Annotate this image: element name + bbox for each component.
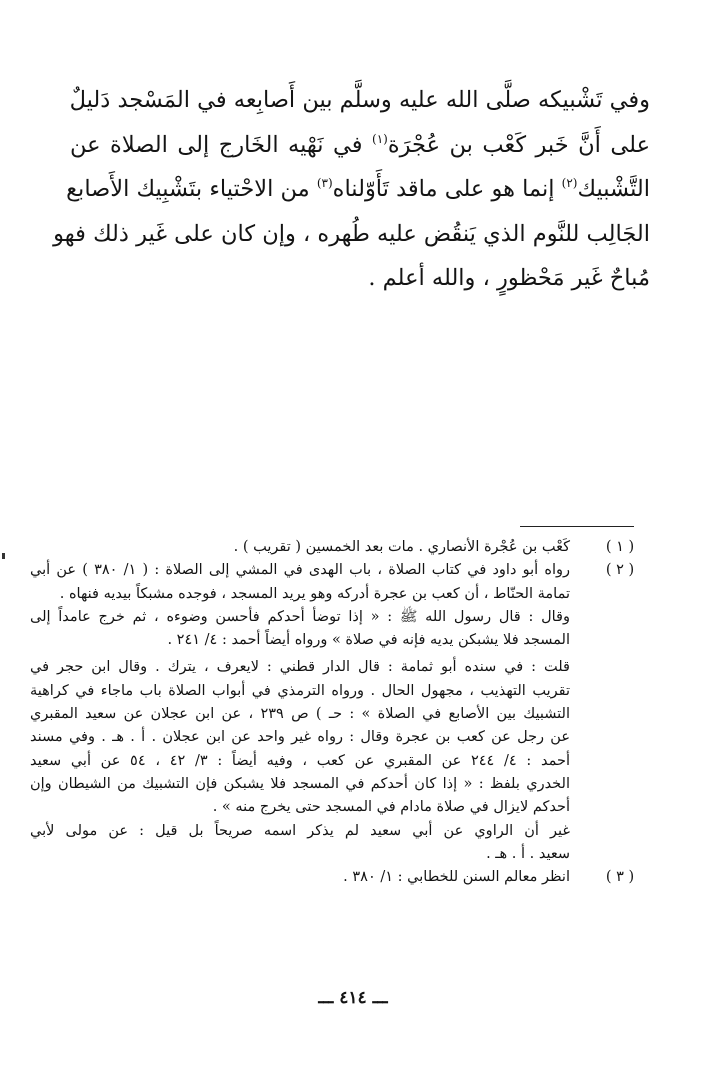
footnote-body [30, 536, 570, 559]
footnote-ref[interactable]: (٣) [316, 176, 333, 190]
footnote-line: أحمد : ٤/ ٢٤٤ عن المقبري عن كعب ، وفيه أيضاً : ٣/ ٤٢ ، ٥٤ عن أبي سعيد [30, 752, 570, 769]
footnote-divider [520, 526, 634, 527]
footnote-line: كَعْب بن عُجْرة الأنصاري . مات بعد الخمسين ( تقريب ) . [233, 539, 570, 555]
footnote [30, 536, 640, 559]
footnote-number: ( ١ ) [605, 539, 635, 555]
footnote-ref[interactable]: (٢) [561, 176, 578, 190]
footnote-number: ( ٢ ) [605, 562, 635, 579]
main-line: على أَنَّ خَبر كَعْب بن عُجْرَة$^{(١)}$ في نَهْيه الخَارج إلى الصلاة عن [70, 131, 650, 158]
footnote-body [30, 559, 570, 866]
scan-edge-mark [2, 553, 5, 559]
footnote-line: قلت : في سنده أبو ثمامة : قال الدار قطني : لايعرف ، يترك . وقال ابن حجر في [30, 659, 570, 676]
footnote-line: سعيد . أ . هـ . [486, 845, 570, 862]
main-line: وفي تَشْبيكه صلَّى الله عليه وسلَّم بين أَصابِعه في المَسْجد دَليلٌ [69, 87, 650, 113]
footnote-line: انظر معالم السنن للخطابي : ١/ ٣٨٠ . [343, 869, 570, 886]
main-line: الجَالِب للنَّوم الذي يَنقُض عليه طُهره ، وإن كان على غَير ذلك فهو [53, 220, 650, 247]
main-line: التَّشْبيك$^{(٢)}$ إنما هو على ماقد تَأَوّلناه$^{(٣)}$ من الاحْتياء بتَشْبِيك الأَصابع [66, 176, 650, 202]
footnote-line: التشبيك بين الأصابع في الصلاة » : حـ ) ص ٢٣٩ ، عن ابن عجلان عن سعيد المقبري [30, 706, 570, 723]
footnote-line: المسجد فلا يشبكن يديه فإنه في صلاة » ورواه أيضاً أحمد : ٤/ ٢٤١ . [167, 632, 570, 649]
footnote [30, 559, 640, 866]
footnote-line: رواه أبو داود في كتاب الصلاة ، باب الهدى في المشي إلى الصلاة : ( ١/ ٣٨٠ ) عن أبي [30, 562, 570, 579]
footnote-line: عن رجل عن كعب بن عجرة وقال : رواه غير واحد عن ابن عجلان . أ . هـ . وفي مسند [30, 729, 570, 746]
footnote-line: تمامة الحنّاط ، أن كعب بن عجرة أدركه وهو يريد المسجد ، فوجده مشبكاً بيديه فنهاه . [59, 585, 570, 602]
main-paragraph [53, 78, 650, 301]
footnotes-section [30, 536, 640, 889]
footnote-body [30, 866, 570, 889]
footnote-line: الخدري بلفظ : « إذا كان أحدكم في المسجد فلا يشبكن فإن التشبيك من الشيطان وإن [30, 775, 570, 792]
page-number: ـــ ٤١٤ ـــ [318, 988, 388, 1008]
footnote-line: غير أن الراوي عن أبي سعيد لم يذكر اسمه صريحاً بل قيل : عن مولى لأبي [30, 822, 570, 839]
footnote [30, 866, 640, 889]
footnote-number: ( ٣ ) [605, 869, 635, 886]
footnote-line: أحدكم لايزال في صلاة مادام في المسجد حتى يخرج منه » . [212, 799, 570, 816]
main-line: مُباحٌ غَير مَحْظورٍ ، والله أعلم . [368, 265, 650, 291]
footnote-ref[interactable]: (١) [372, 131, 388, 146]
footnote-line: وقال : قال رسول الله ﷺ : « إذا توضأ أحدكم فأحسن وضوءه ، ثم خرج عامداً إلى [30, 608, 570, 625]
footnote-line: تقريب التهذيب ، مجهول الحال . ورواه الترمذي في أبواب الصلاة باب ماجاء في كراهية [30, 682, 570, 699]
